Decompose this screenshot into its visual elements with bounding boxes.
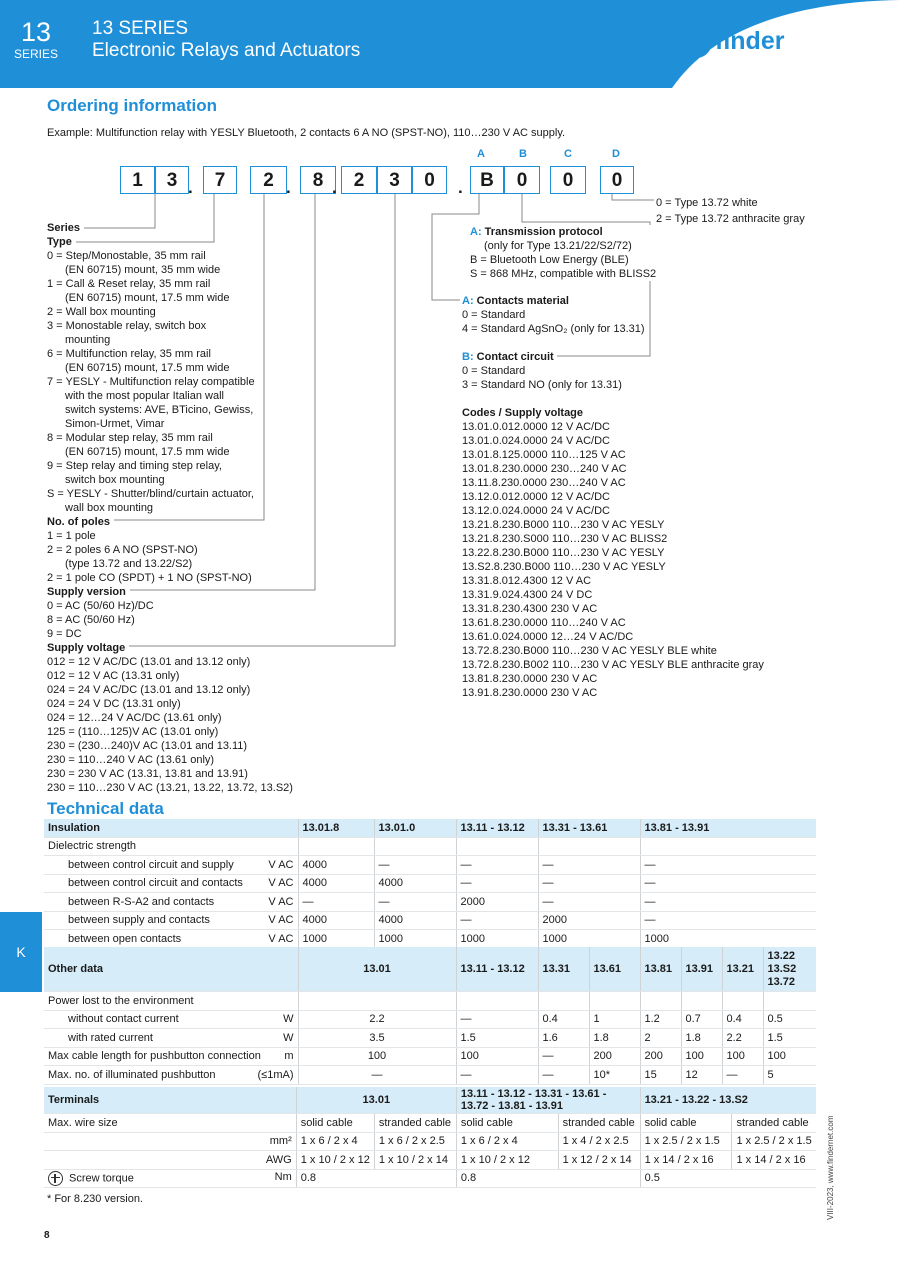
row-label-cell: [44, 1066, 298, 1085]
table-cell: 1: [589, 1010, 640, 1029]
row-label: Max. no. of illuminated pushbutton: [48, 1068, 216, 1081]
other-head: 13.S2: [767, 962, 797, 975]
list-item: 6 = Multifunction relay, 35 mm rail: [47, 348, 211, 360]
header-title-2: Electronic Relays and Actuators: [92, 40, 361, 61]
insulation-header-row: [44, 819, 816, 837]
list-heading: Type: [47, 236, 76, 248]
code-line: 13.S2.8.230.B000 110…230 V AC YESLY: [462, 561, 666, 573]
terminals-table: [44, 1087, 816, 1188]
torque-value: 0.8: [456, 1169, 640, 1188]
table-cell: 1000: [298, 930, 374, 949]
terminals-head: 13.72 - 13.81 - 13.91: [460, 1100, 563, 1112]
code-digit: B: [470, 166, 504, 194]
header-band: [72, 0, 900, 88]
code-line: 13.01.8.125.0000 110…125 V AC: [462, 449, 626, 461]
ordering-example: Example: Multifunction relay with YESLY Bluetooth, 2 contacts 6 A NO (SPST-NO), 110…230 V AC supply.: [47, 127, 566, 139]
table-row: [44, 837, 816, 856]
table-row: [44, 911, 816, 930]
table-cell: 0.4: [538, 1010, 589, 1029]
code-line: 13.31.9.024.4300 24 V DC: [462, 589, 593, 601]
table-cell: 1.5: [763, 1029, 816, 1048]
list-heading: Series: [47, 222, 84, 234]
other-header-row: [44, 947, 816, 992]
table-cell: —: [538, 1066, 589, 1085]
table-cell: 100: [763, 1047, 816, 1066]
code-line: 13.31.8.012.4300 12 V AC: [462, 575, 592, 587]
table-cell: 4000: [374, 911, 456, 930]
list-item: S = YESLY - Shutter/blind/curtain actuator,: [47, 488, 254, 500]
table-cell: 1.8: [589, 1029, 640, 1048]
insulation-head: 13.01.0: [374, 819, 456, 837]
screw-icon: [48, 1171, 63, 1186]
list-item: 012 = 12 V AC/DC (13.01 and 13.12 only): [47, 656, 251, 668]
ordering-left-list: [47, 221, 293, 795]
code-separator: .: [458, 178, 463, 197]
table-row: [44, 856, 816, 875]
terminals-header-row: [44, 1087, 816, 1114]
row-label: between control circuit and supply: [68, 858, 234, 871]
transmission-line: (only for Type 13.21/22/S2/72): [484, 240, 632, 252]
contact-circuit-block: [462, 350, 622, 392]
code-letter: C: [564, 148, 572, 160]
table-cell: 10*: [589, 1066, 640, 1085]
insulation-head: 13.11 - 13.12: [456, 819, 538, 837]
wire-type: solid cable: [640, 1114, 732, 1133]
code-digit: 0: [412, 166, 447, 194]
code-digit: 7: [203, 166, 237, 194]
table-row: [44, 874, 816, 893]
contacts-material-block: [462, 294, 649, 336]
list-item: (EN 60715) mount, 17.5 mm wide: [65, 362, 230, 374]
table-cell: 4000: [298, 874, 374, 893]
row-label-cell: [44, 874, 298, 893]
list-item: 024 = 12…24 V AC/DC (13.61 only): [47, 712, 222, 724]
list-item: 230 = 230 V AC (13.31, 13.81 and 13.91): [47, 768, 248, 780]
table-cell: —: [640, 911, 816, 930]
table-cell: 0.4: [722, 1010, 763, 1029]
code-digit: 0: [504, 166, 540, 194]
table-cell: 4000: [298, 856, 374, 875]
wire-type: solid cable: [456, 1114, 558, 1133]
table-row: [44, 893, 816, 912]
code-line: 13.72.8.230.B002 110…230 V AC YESLY BLE anthracite gray: [462, 659, 764, 671]
other-head: 13.11 - 13.12: [456, 947, 538, 992]
awg-value: 1 x 10 / 2 x 12: [456, 1151, 558, 1170]
table-cell: 1000: [538, 930, 640, 949]
terminals-head-multi: [456, 1087, 640, 1114]
table-cell: 200: [589, 1047, 640, 1066]
mm2-value: 1 x 4 / 2 x 2.5: [558, 1132, 640, 1151]
row-label-cell: [44, 1029, 298, 1048]
list-item: 2 = 1 pole CO (SPDT) + 1 NO (SPST-NO): [47, 572, 252, 584]
row-unit: V AC: [268, 932, 294, 945]
list-item: 230 = 110…240 V AC (13.61 only): [47, 754, 215, 766]
insulation-head: 13.01.8: [298, 819, 374, 837]
row-label: without contact current: [68, 1013, 179, 1026]
wire-type: stranded cable: [732, 1114, 816, 1133]
list-item: (EN 60715) mount, 35 mm wide: [65, 264, 221, 276]
wire-type: solid cable: [296, 1114, 374, 1133]
table-cell: 3.5: [298, 1029, 456, 1048]
list-heading-row: [47, 585, 293, 599]
table-cell: 100: [456, 1047, 538, 1066]
list-item: 7 = YESLY - Multifunction relay compatible: [47, 376, 255, 388]
table-row: [44, 930, 816, 949]
transmission-letter: A:: [470, 226, 482, 238]
power-label: Power lost to the environment: [44, 992, 298, 1011]
row-label: between open contacts: [68, 932, 182, 945]
awg-value: 1 x 14 / 2 x 16: [732, 1151, 816, 1170]
list-item: 0 = Step/Monostable, 35 mm rail: [47, 250, 206, 262]
list-item: 2 = Wall box mounting: [47, 306, 156, 318]
table-row: [44, 1169, 816, 1188]
terminals-head: Terminals: [44, 1087, 296, 1114]
awg-value: 1 x 14 / 2 x 16: [640, 1151, 732, 1170]
finder-logo-icon: [680, 26, 712, 58]
table-cell: 0.5: [763, 1010, 816, 1029]
page-number: 8: [44, 1230, 50, 1241]
code-line: 13.81.8.230.0000 230 V AC: [462, 673, 598, 685]
code-line: 13.61.8.230.0000 110…240 V AC: [462, 617, 626, 629]
mm2-unit: mm²: [44, 1132, 296, 1151]
insulation-head: 13.31 - 13.61: [538, 819, 640, 837]
side-text: VIII-2023, www.findernet.com: [826, 1115, 835, 1220]
table-row: [44, 1047, 816, 1066]
other-head: 13.91: [681, 947, 722, 992]
code-line: 13.72.8.230.B000 110…230 V AC YESLY BLE white: [462, 645, 717, 657]
mm2-value: 1 x 6 / 2 x 4: [456, 1132, 558, 1151]
other-head: 13.81: [640, 947, 681, 992]
table-cell: —: [298, 1066, 456, 1085]
table-cell: 5: [763, 1066, 816, 1085]
other-head: 13.72: [767, 975, 796, 988]
row-unit: V AC: [268, 877, 294, 890]
table-row: [44, 1066, 816, 1085]
table-cell: 1.8: [681, 1029, 722, 1048]
table-row: [44, 1010, 816, 1029]
list-item: 9 = DC: [47, 628, 82, 640]
mm2-value: 1 x 6 / 2 x 2.5: [374, 1132, 456, 1151]
table-cell: 15: [640, 1066, 681, 1085]
row-label: between supply and contacts: [68, 914, 210, 927]
table-cell: 1000: [374, 930, 456, 949]
list-item: (EN 60715) mount, 17.5 mm wide: [65, 292, 230, 304]
header-title-1: 13 SERIES: [92, 18, 189, 39]
code-digit: 1: [120, 166, 155, 194]
table-cell: —: [456, 874, 538, 893]
table-cell: 100: [722, 1047, 763, 1066]
list-item: 8 = Modular step relay, 35 mm rail: [47, 432, 213, 444]
contacts-material-letter: A:: [462, 295, 474, 307]
code-letter: D: [612, 148, 620, 160]
row-label-cell: [44, 893, 298, 912]
wire-type: stranded cable: [558, 1114, 640, 1133]
other-head: 13.21: [722, 947, 763, 992]
code-letter: B: [519, 148, 527, 160]
table-cell: —: [456, 856, 538, 875]
insulation-head: 13.81 - 13.91: [640, 819, 816, 837]
list-item: (type 13.72 and 13.22/S2): [65, 558, 193, 570]
code-line: 13.22.8.230.B000 110…230 V AC YESLY: [462, 547, 665, 559]
table-cell: 2.2: [298, 1010, 456, 1029]
series-number: 13: [20, 17, 52, 47]
list-item: 230 = (230…240)V AC (13.01 and 13.11): [47, 740, 248, 752]
table-cell: —: [538, 893, 640, 912]
row-label-cell: [44, 930, 298, 949]
row-label: between control circuit and contacts: [68, 877, 243, 890]
row-unit: W: [283, 1013, 294, 1026]
list-heading: No. of poles: [47, 516, 114, 528]
mm2-value: 1 x 2.5 / 2 x 1.5: [732, 1132, 816, 1151]
d-note-2: 2 = Type 13.72 anthracite gray: [656, 213, 805, 225]
other-head: 13.22: [767, 949, 796, 962]
list-item: with the most popular Italian wall: [65, 390, 224, 402]
row-label: Max cable length for pushbutton connection: [48, 1050, 261, 1063]
table-cell: 0.7: [681, 1010, 722, 1029]
awg-value: 1 x 10 / 2 x 14: [374, 1151, 456, 1170]
table-cell: 100: [681, 1047, 722, 1066]
code-line: 13.01.0.024.0000 24 V AC/DC: [462, 435, 610, 447]
code-line: 13.21.8.230.B000 110…230 V AC YESLY: [462, 519, 665, 531]
other-head: 13.31: [538, 947, 589, 992]
table-cell: 100: [298, 1047, 456, 1066]
code-line: 13.12.0.012.0000 12 V AC/DC: [462, 491, 610, 503]
wire-type: stranded cable: [374, 1114, 456, 1133]
list-item: 8 = AC (50/60 Hz): [47, 614, 135, 626]
dielectric-label: Dielectric strength: [44, 837, 298, 856]
insulation-head: Insulation: [44, 819, 298, 837]
torque-cell: [44, 1169, 296, 1188]
list-item: 125 = (110…125)V AC (13.01 only): [47, 726, 219, 738]
d-note-1: 0 = Type 13.72 white: [656, 197, 758, 209]
other-head: Other data: [44, 947, 298, 992]
table-cell: —: [538, 874, 640, 893]
table-cell: 2000: [538, 911, 640, 930]
footnote: * For 8.230 version.: [47, 1193, 143, 1205]
codes-label: Codes / Supply voltage: [462, 407, 584, 419]
contact-circuit-line: 3 = Standard NO (only for 13.31): [462, 379, 622, 391]
contacts-material-line: 0 = Standard: [462, 309, 526, 321]
row-unit: V AC: [268, 914, 294, 927]
code-digit: 0: [550, 166, 586, 194]
table-row: [44, 1114, 816, 1133]
code-line: 13.01.8.230.0000 230…240 V AC: [462, 463, 627, 475]
table-cell: —: [374, 856, 456, 875]
list-item: switch box mounting: [65, 474, 165, 486]
table-cell: —: [298, 893, 374, 912]
torque-unit: Nm: [274, 1170, 292, 1183]
contacts-material-label: Contacts material: [476, 295, 569, 307]
code-letter: A: [477, 148, 485, 160]
contacts-material-line: 4 = Standard AgSnO₂ (only for 13.31): [462, 323, 645, 335]
table-cell: 2000: [456, 893, 538, 912]
code-line: 13.61.0.024.0000 12…24 V AC/DC: [462, 631, 634, 643]
table-cell: 2: [640, 1029, 681, 1048]
terminals-head: 13.01: [296, 1087, 456, 1114]
other-data-table: [44, 947, 816, 1085]
list-item: 3 = Monostable relay, switch box: [47, 320, 207, 332]
list-item: 012 = 12 V AC (13.31 only): [47, 670, 180, 682]
awg-unit: AWG: [44, 1151, 296, 1170]
list-item: 1 = 1 pole: [47, 530, 96, 542]
technical-heading: Technical data: [47, 799, 164, 818]
list-heading-row: [47, 235, 293, 249]
list-heading-row: [47, 221, 293, 235]
mm2-value: 1 x 2.5 / 2 x 1.5: [640, 1132, 732, 1151]
transmission-line: S = 868 MHz, compatible with BLISS2: [470, 268, 657, 280]
torque-value: 0.8: [296, 1169, 456, 1188]
table-cell: 2.2: [722, 1029, 763, 1048]
list-item: mounting: [65, 334, 111, 346]
list-heading-row: [47, 641, 293, 655]
code-digit: 3: [155, 166, 189, 194]
table-cell: —: [538, 856, 640, 875]
table-cell: 12: [681, 1066, 722, 1085]
table-cell: 1000: [640, 930, 816, 949]
list-item: 1 = Call & Reset relay, 35 mm rail: [47, 278, 211, 290]
terminals-head: 13.21 - 13.22 - 13.S2: [640, 1087, 816, 1114]
ordering-heading: Ordering information: [47, 96, 217, 115]
awg-value: 1 x 10 / 2 x 12: [296, 1151, 374, 1170]
list-heading: Supply version: [47, 586, 130, 598]
table-cell: 4000: [374, 874, 456, 893]
brand-name: finder: [715, 27, 785, 55]
other-head-multi: [763, 947, 816, 992]
row-label-cell: [44, 1047, 298, 1066]
row-label: with rated current: [68, 1031, 153, 1044]
list-item: 024 = 24 V DC (13.31 only): [47, 698, 181, 710]
row-unit: V AC: [268, 895, 294, 908]
list-item: 9 = Step relay and timing step relay,: [47, 460, 222, 472]
list-item: 2 = 2 poles 6 A NO (SPST-NO): [47, 544, 198, 556]
table-row: [44, 992, 816, 1011]
list-heading: Supply voltage: [47, 642, 129, 654]
row-unit: (≤1mA): [257, 1068, 294, 1081]
list-item: wall box mounting: [65, 502, 154, 514]
list-item: 024 = 24 V AC/DC (13.01 and 13.12 only): [47, 684, 251, 696]
row-unit: W: [283, 1031, 294, 1044]
table-cell: —: [456, 911, 538, 930]
other-head: 13.61: [589, 947, 640, 992]
terminals-head: 13.11 - 13.12 - 13.31 - 13.61 -: [460, 1088, 607, 1100]
table-cell: —: [538, 1047, 589, 1066]
table-cell: 4000: [298, 911, 374, 930]
table-cell: —: [374, 893, 456, 912]
table-cell: —: [456, 1010, 538, 1029]
contact-circuit-letter: B:: [462, 351, 474, 363]
other-head: 13.01: [298, 947, 456, 992]
torque-label: Screw torque: [69, 1172, 134, 1185]
table-cell: 1000: [456, 930, 538, 949]
insulation-table: [44, 819, 816, 949]
contact-circuit-line: 0 = Standard: [462, 365, 526, 377]
table-cell: —: [456, 1066, 538, 1085]
table-cell: —: [640, 874, 816, 893]
row-label-cell: [44, 856, 298, 875]
series-word: SERIES: [13, 47, 58, 61]
table-cell: 1.5: [456, 1029, 538, 1048]
code-line: 13.01.0.012.0000 12 V AC/DC: [462, 421, 610, 433]
transmission-block: [462, 225, 660, 281]
code-line: 13.31.8.230.4300 230 V AC: [462, 603, 598, 615]
code-separator: .: [332, 178, 337, 197]
side-tab-letter: K: [16, 944, 26, 960]
awg-value: 1 x 12 / 2 x 14: [558, 1151, 640, 1170]
list-item: 0 = AC (50/60 Hz)/DC: [47, 600, 154, 612]
table-row: [44, 1151, 816, 1170]
table-cell: 1.6: [538, 1029, 589, 1048]
list-item: 230 = 110…230 V AC (13.21, 13.22, 13.72, 13.S2): [47, 782, 293, 794]
torque-value: 0.5: [640, 1169, 816, 1188]
table-cell: —: [640, 856, 816, 875]
row-unit: m: [284, 1050, 294, 1063]
list-item: Simon-Urmet, Vimar: [65, 418, 165, 430]
table-cell: 1.2: [640, 1010, 681, 1029]
transmission-label: Transmission protocol: [484, 226, 603, 238]
code-digit: 2: [250, 166, 287, 194]
table-cell: —: [722, 1066, 763, 1085]
row-label-cell: [44, 1010, 298, 1029]
codes-block: [462, 406, 764, 700]
side-tab: [0, 912, 42, 992]
row-label: between R-S-A2 and contacts: [68, 895, 215, 908]
code-digit: 8: [300, 166, 336, 194]
code-digit: 3: [377, 166, 412, 194]
series-badge: [0, 0, 72, 88]
contact-circuit-label: Contact circuit: [477, 351, 557, 363]
code-digit: 0: [600, 166, 634, 194]
list-item: (EN 60715) mount, 17.5 mm wide: [65, 446, 230, 458]
table-cell: —: [640, 893, 816, 912]
table-row: [44, 1132, 816, 1151]
transmission-line: B = Bluetooth Low Energy (BLE): [470, 254, 629, 266]
table-row: [44, 1029, 816, 1048]
code-separator: .: [188, 178, 193, 197]
table-cell: 200: [640, 1047, 681, 1066]
list-item: switch systems: AVE, BTicino, Gewiss,: [65, 404, 254, 416]
list-heading-row: [47, 515, 293, 529]
row-unit: V AC: [268, 858, 294, 871]
mm2-value: 1 x 6 / 2 x 4: [296, 1132, 374, 1151]
code-digit: 2: [341, 166, 377, 194]
code-separator: .: [286, 178, 291, 197]
code-line: 13.21.8.230.S000 110…230 V AC BLISS2: [462, 533, 668, 545]
code-line: 13.91.8.230.0000 230 V AC: [462, 687, 598, 699]
wire-label: Max. wire size: [44, 1114, 296, 1133]
code-line: 13.12.0.024.0000 24 V AC/DC: [462, 505, 610, 517]
code-line: 13.11.8.230.0000 230…240 V AC: [462, 477, 626, 489]
row-label-cell: [44, 911, 298, 930]
